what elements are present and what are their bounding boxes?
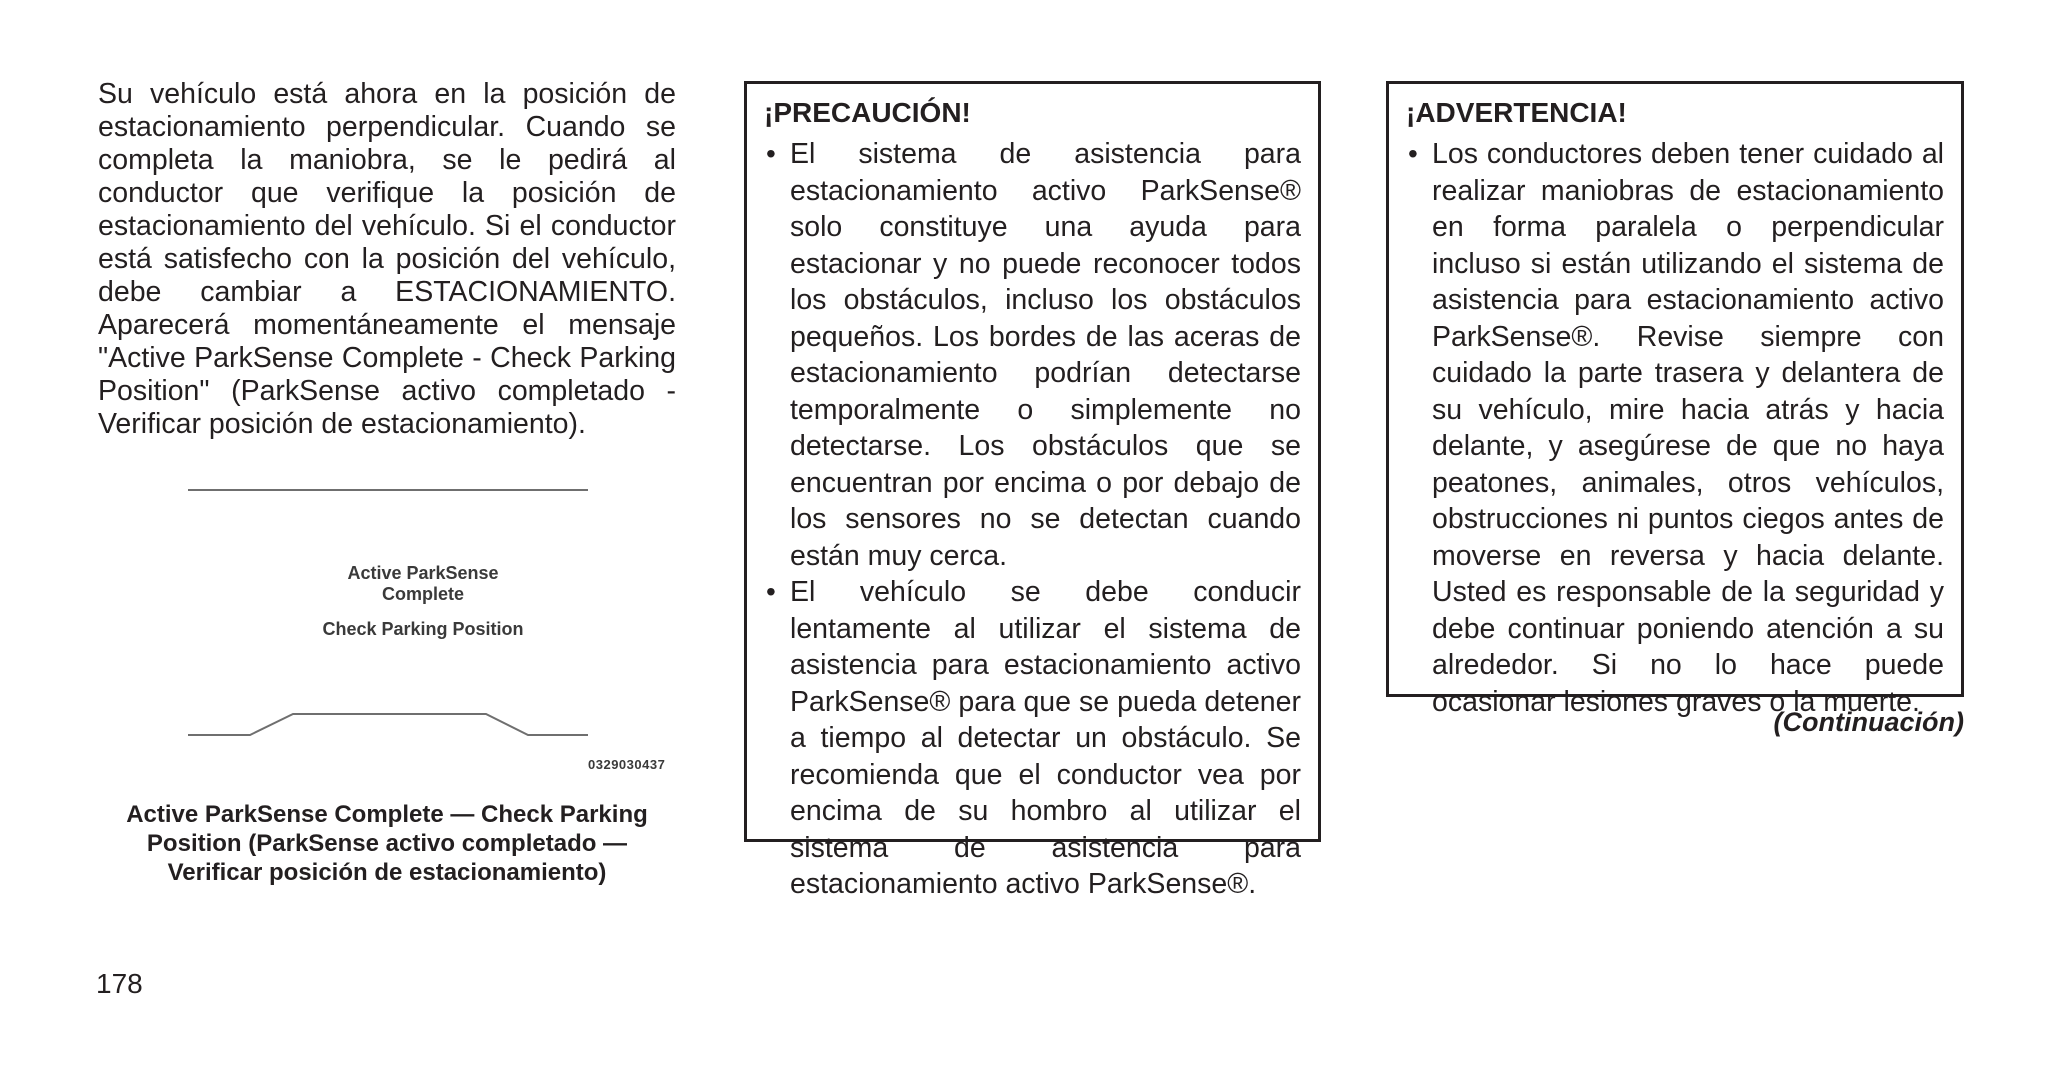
display-figure <box>88 392 678 780</box>
caution-item: • El sistema de asistencia para estacionamiento activo ParkSense® solo constituye una ayuda para estacionar y no puede reconocer todos los obstáculos, incluso los obstáculos pequeños. Los bordes de las aceras de estacionamiento podrían detectarse temporalmente o simplemente no detectarse. Los obstáculos que se encuentran por encima o por debajo de los sensores no se detectan cuando están muy cerca. <box>764 136 1301 574</box>
caution-box <box>744 81 1321 900</box>
caution-list <box>764 136 1301 903</box>
left-column <box>98 78 676 441</box>
intro-paragraph: Su vehículo está ahora en la posición de estacionamiento perpendicular. Cuando se completa la maniobra, se le pedirá al conductor que verifique la posición de estacionamiento del vehículo. Si el conductor está satisfecho con la posición del vehículo, debe cambiar a ESTACIONAMIENTO. Aparecerá momentáneamente el mensaje "Active ParkSense Complete - Check Parking Position" (ParkSense activo completado - Verificar posición de estacionamiento). <box>98 78 676 440</box>
caution-item: • El vehículo se debe conducir lentamente al utilizar el sistema de asistencia para estacionamiento activo ParkSense® para que se pueda detener a tiempo al detectar un obstáculo. Se recomienda que el conductor vea por encima de su hombro al utilizar el sistema de asistencia para estacionamiento activo ParkSense®. <box>764 574 1301 903</box>
page-number: 178 <box>96 968 143 999</box>
figure-caption: Active ParkSense Complete — Check Parking Position (ParkSense activo completado — Verificar posición de estacionamiento) <box>126 801 648 886</box>
figure-code: 0329030437 <box>588 757 666 772</box>
warning-list <box>1406 136 1944 720</box>
continuation-label: (Continuación) <box>1773 707 1964 737</box>
display-message-line1: Active ParkSense Complete <box>347 563 499 604</box>
display-bottom-outline <box>88 392 678 780</box>
warning-box <box>1386 81 1964 718</box>
warning-title: ¡ADVERTENCIA! <box>1406 97 1627 128</box>
warning-item: • Los conductores deben tener cuidado al realizar maniobras de estacionamiento en forma paralela o perpendicular incluso si están utilizando el sistema de asistencia para estacionamiento activo ParkSense®. Revise siempre con cuidado la parte trasera y delantera de su vehículo, mire hacia atrás y hacia delante, y asegúrese de que no haya peatones, animales, otros vehículos, obstrucciones ni puntos ciegos antes de moverse en reversa y hacia delante. Usted es responsable de la seguridad y debe continuar poniendo atención a su alrededor. Si no lo hace puede ocasionar lesiones graves o la muerte. <box>1406 136 1944 720</box>
caution-title: ¡PRECAUCIÓN! <box>764 97 971 128</box>
display-message-line2: Check Parking Position <box>322 619 524 639</box>
